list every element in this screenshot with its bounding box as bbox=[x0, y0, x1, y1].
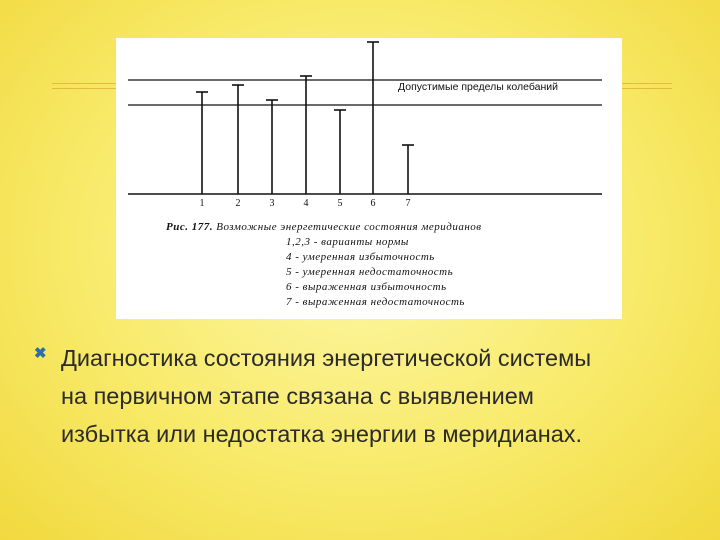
meridian-bar-label: 3 bbox=[269, 198, 275, 209]
meridian-bar-label: 6 bbox=[370, 198, 376, 209]
limits-label: Допустимые пределы колебаний bbox=[398, 81, 558, 93]
legend-item: 1,2,3 - варианты нормы bbox=[286, 236, 409, 248]
meridian-bar-label: 1 bbox=[199, 198, 205, 209]
legend-item: 5 - умеренная недостаточность bbox=[286, 266, 454, 278]
body-line: Диагностика состояния энергетической системы bbox=[61, 345, 592, 371]
meridian-bar-label: 4 bbox=[303, 198, 309, 209]
legend-item: 6 - выраженная избыточность bbox=[286, 281, 447, 293]
body-line: на первичном этапе связана с выявлением bbox=[61, 383, 534, 409]
figure-caption-text: Возможные энергетические состояния меридианов bbox=[216, 221, 482, 233]
meridian-bar-label: 5 bbox=[337, 198, 343, 209]
figure-image bbox=[116, 38, 622, 319]
body-line: избытка или недостатка энергии в меридианах. bbox=[61, 421, 583, 447]
legend-item: 4 - умеренная избыточность bbox=[286, 251, 435, 263]
meridian-bar-label: 2 bbox=[235, 198, 241, 209]
x-bullet-icon: ✖ bbox=[34, 345, 47, 362]
body-paragraph bbox=[61, 339, 701, 453]
figure-caption bbox=[166, 221, 482, 233]
legend-item: 7 - выраженная недостаточность bbox=[286, 296, 465, 308]
figure-caption-prefix: Рис. 177. bbox=[166, 221, 213, 233]
meridian-bar-label: 7 bbox=[405, 198, 411, 209]
